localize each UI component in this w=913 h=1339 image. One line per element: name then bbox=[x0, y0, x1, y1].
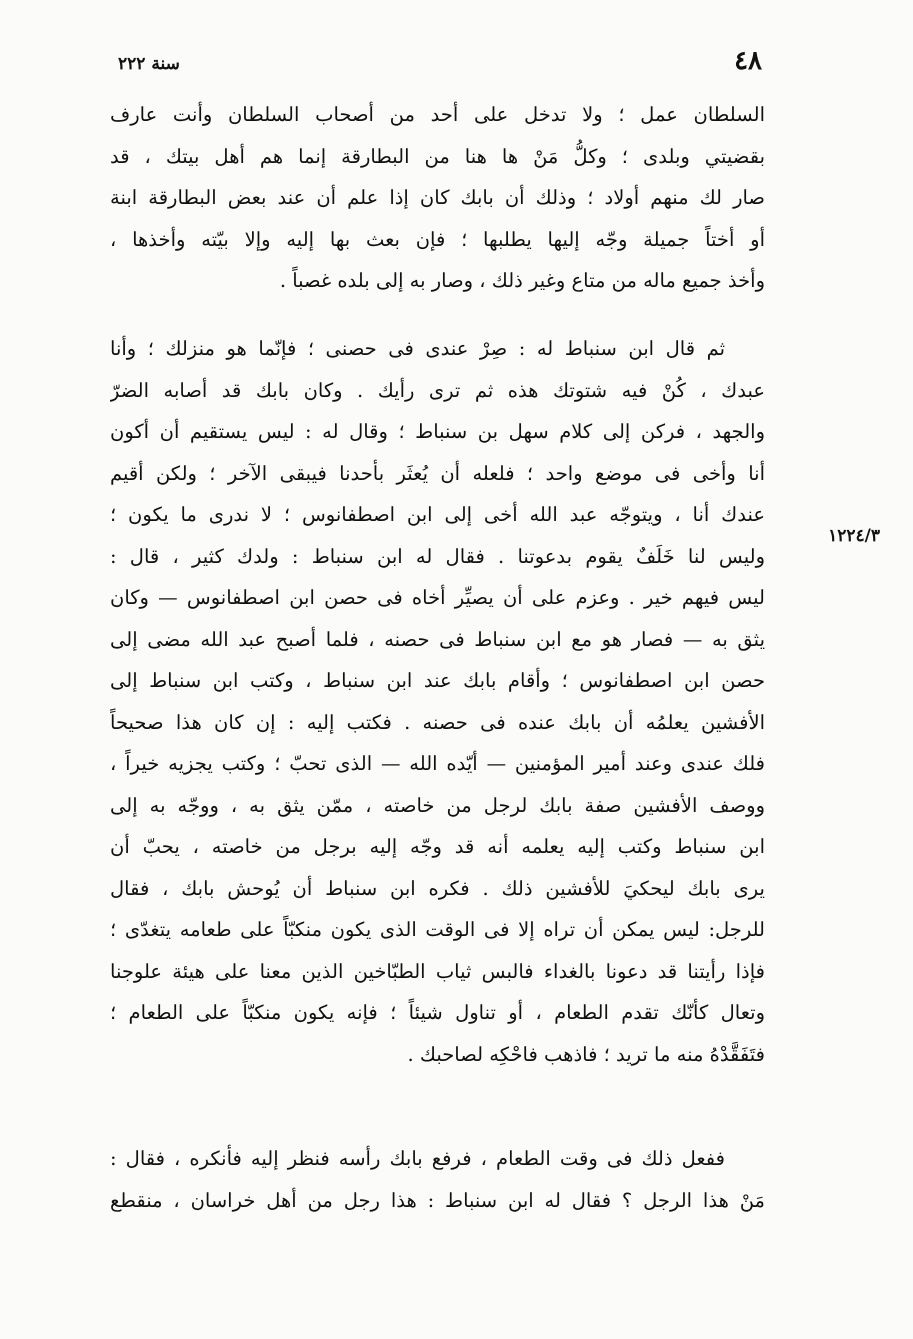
text-line: والجهد ، فركن إلى كلام سهل بن سنباط ؛ وقال له : ليس يستقيم أن أكون bbox=[110, 420, 765, 443]
running-head-year: سنة ٢٢٢ bbox=[118, 54, 180, 74]
page-number: ٤٨ bbox=[734, 46, 762, 76]
text-line: فلك عندى وعند أمير المؤمنين — أيّده الله — الذى تحبّ ؛ وكتب يجزيه خيراً ، bbox=[110, 752, 765, 775]
paragraph-2 bbox=[110, 328, 765, 1075]
text-line: عندك أنا ، ويتوجّه عبد الله أخى إلى ابن اصطفانوس ؛ لا ندرى ما يكون ؛ bbox=[110, 503, 765, 526]
text-line: يثق به — فصار هو مع ابن سنباط فى حصنه ، فلما أصبح عبد الله مضى إلى bbox=[110, 627, 765, 651]
text-line: وتعال كأنّك تقدم الطعام ، أو تناول شيئاً ؛ فإنه يكون منكبّاً على الطعام ؛ bbox=[110, 1001, 765, 1024]
text-line: مَنْ هذا الرجل ؟ فقال له ابن سنباط : هذا رجل من أهل خراسان ، منقطع bbox=[110, 1188, 765, 1212]
text-line: حصن ابن اصطفانوس ؛ وأقام بابك عند ابن سنباط ، وكتب ابن سنباط إلى bbox=[110, 669, 765, 692]
paragraph-3 bbox=[110, 1138, 765, 1221]
text-line: فتَفَقَّدْهُ منه ما تريد ؛ فاذهب فاحْكِه لصاحبك . bbox=[407, 1042, 765, 1066]
text-line: ابن سنباط وكتب إليه يعلمه أنه قد وجّه إليه برجل من خاصته ، يحبّ أن bbox=[110, 835, 765, 858]
text-line: ليس فيهم خير . وعزم على أن يصيِّر أخاه فى حصن ابن اصطفانوس — وكان bbox=[110, 586, 765, 609]
text-line: الأفشين يعلمُه أن بابك عنده فى حصنه . فكتب إليه : إن كان هذا صحيحاً bbox=[110, 710, 765, 734]
text-line: ووصف الأفشين صفة بابك لرجل من خاصته ، ممّن يثق به ، ووجّه به إلى bbox=[110, 793, 765, 817]
margin-reference: ١٢٢٤/٣ bbox=[828, 526, 880, 546]
text-line: صار لك منهم أولاد ؛ وذلك أن بابك كان إذا علم أن عند بعض البطارقة ابنة bbox=[110, 186, 765, 209]
text-line: بقضيتي وبلدى ؛ وكلُّ مَنْ ها هنا من البطارقة إنما هم أهل بيتك ، قد bbox=[110, 144, 765, 168]
page-header bbox=[118, 46, 762, 86]
text-line: أو أختاً جميلة وجّه إليها يطلبها ؛ فإن بعث بها إليه وإلا بيّته وأخذها ، bbox=[110, 227, 765, 251]
text-line: وأخذ جميع ماله من متاع وغير ذلك ، وصار به إلى بلده غصباً . bbox=[279, 269, 765, 292]
text-line: يرى بابك ليحكيَ للأفشين ذلك . فكره ابن سنباط أن يُوحش بابك ، فقال bbox=[110, 876, 765, 900]
text-line: السلطان عمل ؛ ولا تدخل على أحد من أصحاب السلطان وأنت عارف bbox=[110, 103, 765, 126]
text-line: ففعل ذلك فى وقت الطعام ، فرفع بابك رأسه فنظر إليه فأنكره ، فقال : bbox=[110, 1147, 725, 1170]
text-line: للرجل: ليس يمكن أن تراه إلا فى الوقت الذى يكون منكبّاً على طعامه يتغدّى ؛ bbox=[110, 918, 765, 941]
paragraph-1 bbox=[110, 94, 765, 302]
text-line: فإذا رأيتنا قد دعونا بالغداء فالبس ثياب الطبّاخين الذين معنا على هيئة علوجنا bbox=[110, 959, 765, 983]
text-line: ثم قال ابن سنباط له : صِرْ عندى فى حصنى ؛ فإنّما هو منزلك ؛ وأنا bbox=[110, 337, 725, 360]
text-line: أنا وأخى فى موضع واحد ؛ فلعله أن يُعثَر بأحدنا فيبقى الآخر ؛ ولكن أقيم bbox=[110, 461, 765, 485]
text-line: وليس لنا خَلَفٌ يقوم بدعوتنا . فقال له ابن سنباط : ولدك كثير ، قال : bbox=[110, 544, 765, 568]
text-line: عبدك ، كُنْ فيه شتوتك هذه ثم ترى رأيك . وكان بابك قد أصابه الضرّ bbox=[110, 378, 765, 402]
